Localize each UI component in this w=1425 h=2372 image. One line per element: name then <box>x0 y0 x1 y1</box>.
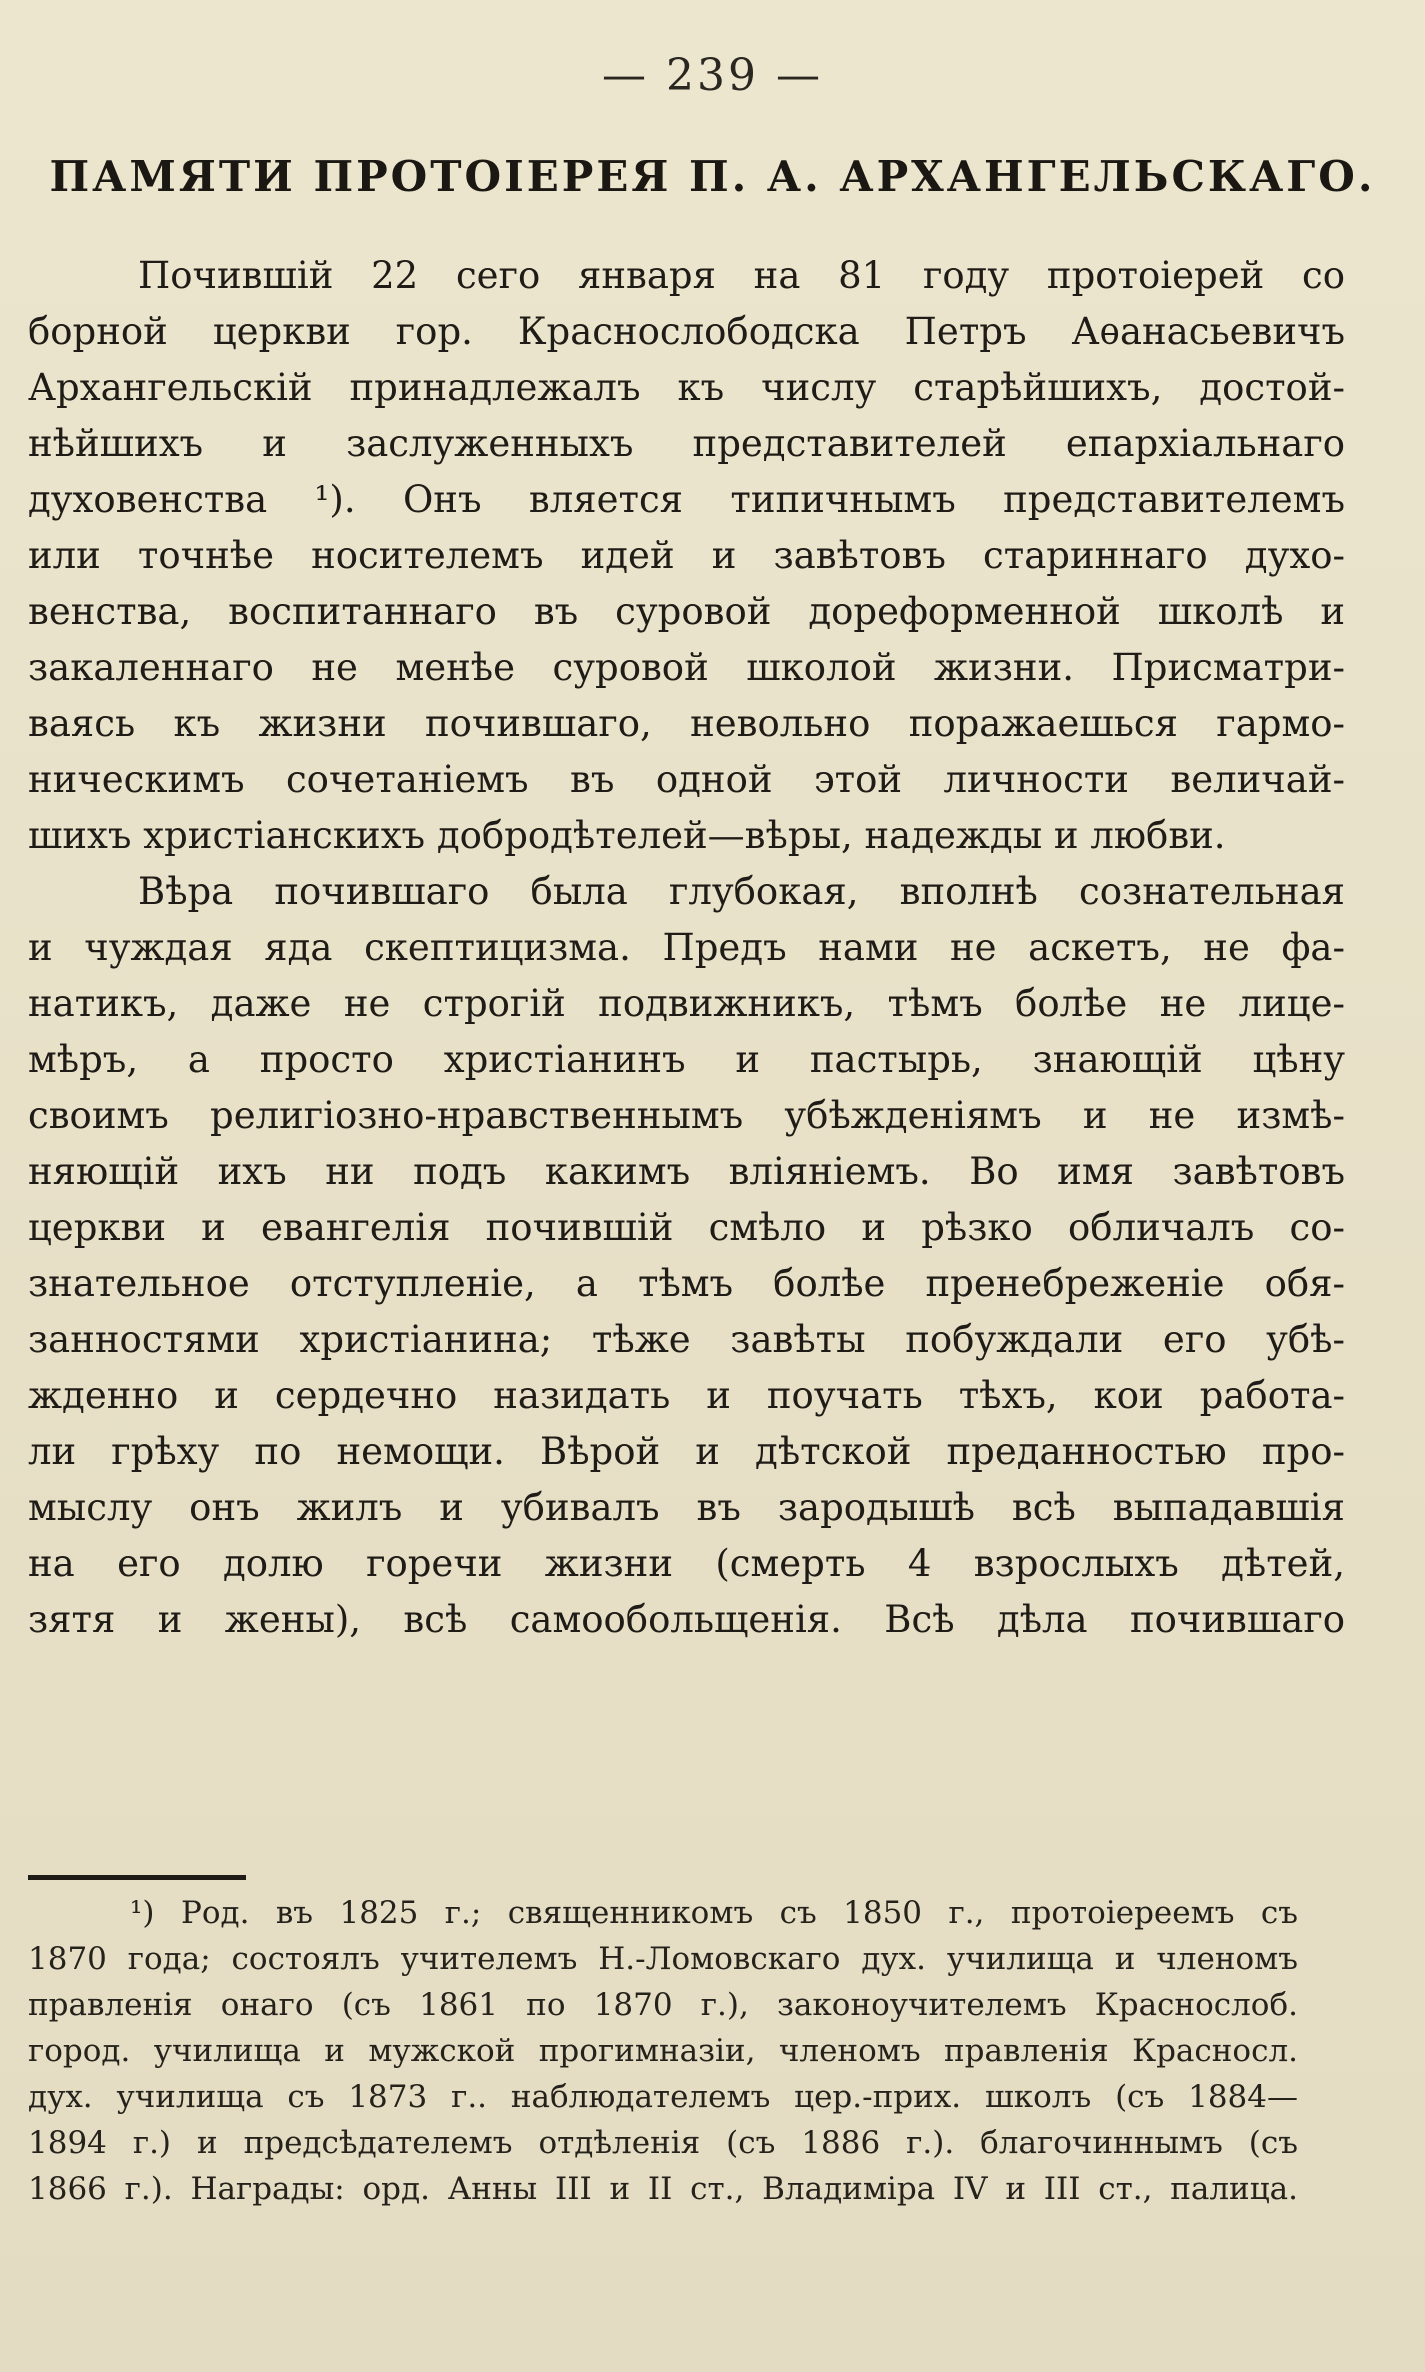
body-line: жденно и сердечно назидать и поучать тѣхъ, кои работа- <box>28 1374 1345 1417</box>
body-line: церкви и евангелія почившій смѣло и рѣзко обличалъ со- <box>28 1206 1345 1249</box>
body-line: занностями христіанина; тѣже завѣты побуждали его убѣ- <box>28 1318 1345 1361</box>
footnote-line: правленія онаго (съ 1861 по 1870 г.), законоучителемъ Краснослоб. <box>28 1987 1298 2023</box>
body-line: или точнѣе носителемъ идей и завѣтовъ стариннаго духо- <box>28 534 1345 577</box>
footnote-divider <box>28 1875 246 1880</box>
body-line: венства, воспитаннаго въ суровой дореформенной школѣ и <box>28 590 1345 633</box>
footnote-line: 1866 г.). Награды: орд. Анны III и II ст., Владиміра IV и III ст., палица. <box>28 2171 1298 2207</box>
body-line: своимъ религіозно-нравственнымъ убѣжденіямъ и не измѣ- <box>28 1094 1345 1137</box>
body-line: мыслу онъ жилъ и убивалъ въ зародышѣ всѣ выпадавшія <box>28 1486 1345 1529</box>
body-line: на его долю горечи жизни (смерть 4 взрослыхъ дѣтей, <box>28 1542 1345 1585</box>
body-line: ваясь къ жизни почившаго, невольно поражаешься гармо- <box>28 702 1345 745</box>
body-line: Почившій 22 сего января на 81 году протоіерей со <box>138 254 1345 297</box>
body-line: ли грѣху по немощи. Вѣрой и дѣтской преданностью про- <box>28 1430 1345 1473</box>
body-line: няющій ихъ ни подъ какимъ вліяніемъ. Во имя завѣтовъ <box>28 1150 1345 1193</box>
page-number: — 239 — <box>602 50 823 101</box>
body-line: натикъ, даже не строгій подвижникъ, тѣмъ болѣе не лице- <box>28 982 1345 1025</box>
article-title: ПАМЯТИ ПРОТОІЕРЕЯ П. А. АРХАНГЕЛЬСКАГО. <box>49 152 1376 201</box>
body-line: духовенства ¹). Онъ вляется типичнымъ представителемъ <box>28 478 1345 521</box>
body-line: ническимъ сочетаніемъ въ одной этой личности величай- <box>28 758 1345 801</box>
body-line: шихъ христіанскихъ добродѣтелей—вѣры, надежды и любви. <box>28 814 1226 857</box>
footnote-line: 1894 г.) и предсѣдателемъ отдѣленія (съ 1886 г.). благочиннымъ (съ <box>28 2125 1298 2161</box>
body-line: закаленнаго не менѣе суровой школой жизни. Присматри- <box>28 646 1345 689</box>
body-line: знательное отступленіе, а тѣмъ болѣе пренебреженіе обя- <box>28 1262 1345 1305</box>
body-line: зятя и жены), всѣ самообольщенія. Всѣ дѣла почившаго <box>28 1598 1345 1641</box>
footnote-line: город. училища и мужской прогимназіи, членомъ правленія Красносл. <box>28 2033 1298 2069</box>
footnote-line: ¹) Род. въ 1825 г.; священникомъ съ 1850 г., протоіереемъ съ <box>130 1895 1298 1931</box>
body-line: борной церкви гор. Краснослободска Петръ Аѳанасьевичъ <box>28 310 1345 353</box>
body-line: мѣръ, а просто христіанинъ и пастырь, знающій цѣну <box>28 1038 1345 1081</box>
footnote-line: дух. училища съ 1873 г.. наблюдателемъ цер.-прих. школъ (съ 1884— <box>28 2079 1298 2115</box>
body-line: нѣйшихъ и заслуженныхъ представителей епархіальнаго <box>28 422 1345 465</box>
body-line: Архангельскій принадлежалъ къ числу старѣйшихъ, достой- <box>28 366 1345 409</box>
body-line: Вѣра почившаго была глубокая, вполнѣ сознательная <box>138 870 1345 913</box>
footnote-line: 1870 года; состоялъ учителемъ Н.-Ломовскаго дух. училища и членомъ <box>28 1941 1298 1977</box>
body-line: и чуждая яда скептицизма. Предъ нами не аскетъ, не фа- <box>28 926 1345 969</box>
